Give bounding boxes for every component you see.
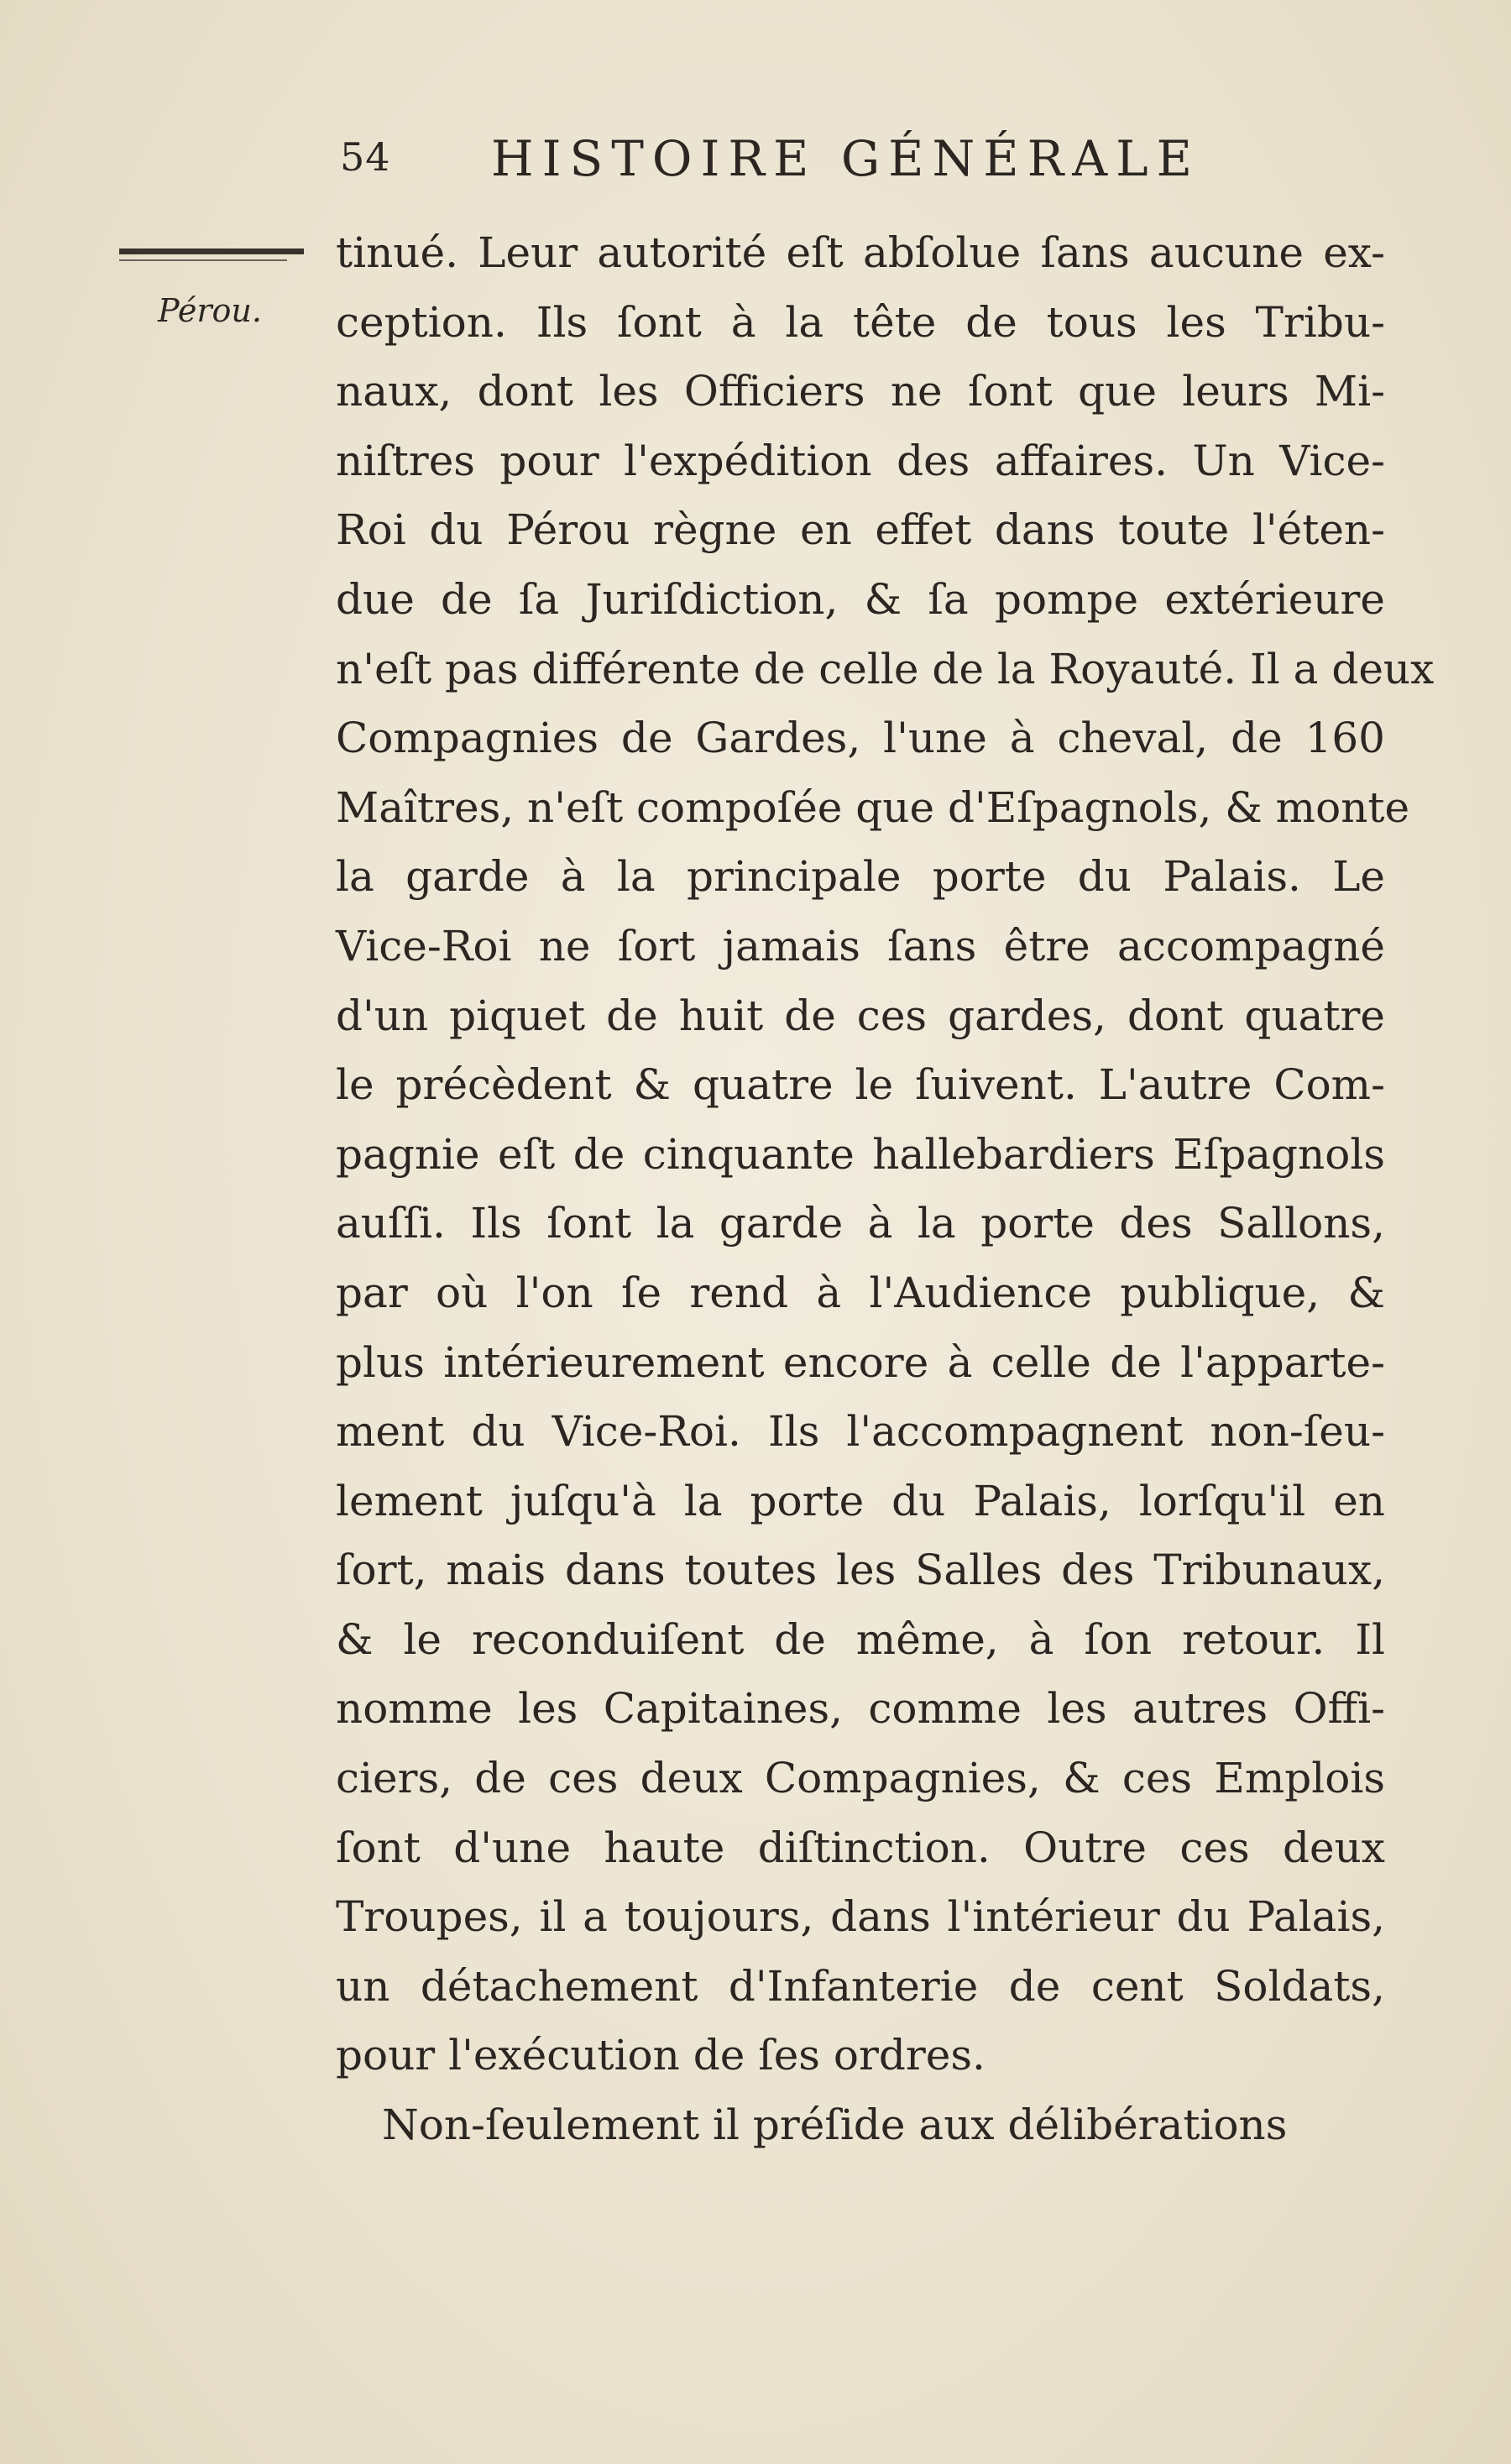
text-line: pour l'exécution de ſes ordres.	[336, 2031, 986, 2080]
page-number: 54	[340, 134, 391, 180]
text-line: ciers, de ces deux Compagnies, & ces Emplois	[336, 1754, 1385, 1803]
paragraph-start-line: Non-ſeulement il préſide aux délibérations	[382, 2100, 1288, 2150]
text-line: un détachement d'Infanterie de cent Soldats,	[336, 1961, 1385, 2011]
text-line: ment du Vice-Roi. Ils l'accompagnent non-ſeu-	[336, 1407, 1385, 1457]
text-line: Troupes, il a toujours, dans l'intérieur du Palais,	[336, 1892, 1385, 1942]
text-line: d'un piquet de huit de ces gardes, dont quatre	[336, 991, 1385, 1040]
margin-note: Pérou.	[158, 292, 262, 329]
text-line: pagnie eſt de cinquante hallebardiers Eſpagnols	[336, 1129, 1385, 1179]
text-line: plus intérieurement encore à celle de l'apparte-	[336, 1337, 1385, 1387]
text-line: naux, dont les Officiers ne ſont que leurs Mi-	[336, 367, 1385, 416]
text-line: n'eſt pas différente de celle de la Royauté. Il a deux	[336, 644, 1435, 693]
text-line: auſſi. Ils ſont la garde à la porte des Sallons,	[336, 1199, 1385, 1248]
text-line: & le reconduiſent de même, à ſon retour. Il	[336, 1614, 1385, 1664]
text-line: Compagnies de Gardes, l'une à cheval, de 160	[336, 714, 1385, 763]
running-head: HISTOIRE GÉNÉRALE	[491, 130, 1200, 187]
text-line: par où l'on ſe rend à l'Audience publique, &	[336, 1268, 1385, 1317]
text-line: due de ſa Juriſdiction, & ſa pompe extérieure	[336, 574, 1385, 624]
text-line: tinué. Leur autorité eſt abſolue ſans aucune ex-	[336, 228, 1385, 277]
text-line: le précèdent & quatre le ſuivent. L'autre Com-	[336, 1060, 1385, 1110]
text-line: Vice-Roi ne ſort jamais ſans être accompagné	[336, 921, 1385, 970]
text-line: nomme les Capitaines, comme les autres Offi-	[336, 1684, 1385, 1734]
text-line: Roi du Pérou règne en effet dans toute l'éten-	[336, 505, 1385, 555]
text-line: niſtres pour l'expédition des affaires. Un Vice-	[336, 436, 1385, 485]
text-line: ſort, mais dans toutes les Salles des Tribunaux,	[336, 1546, 1385, 1595]
text-line: la garde à la principale porte du Palais. Le	[336, 852, 1385, 902]
text-line: lement juſqu'à la porte du Palais, lorſqu'il en	[336, 1476, 1385, 1525]
text-line: ception. Ils ſont à la tête de tous les Tribu-	[336, 297, 1385, 347]
text-line: ſont d'une haute diſtinction. Outre ces deux	[336, 1823, 1385, 1872]
text-line: Maîtres, n'eſt compoſée que d'Eſpagnols, & monte	[336, 782, 1410, 832]
body-text	[336, 218, 1435, 2160]
margin-rule	[119, 248, 304, 254]
